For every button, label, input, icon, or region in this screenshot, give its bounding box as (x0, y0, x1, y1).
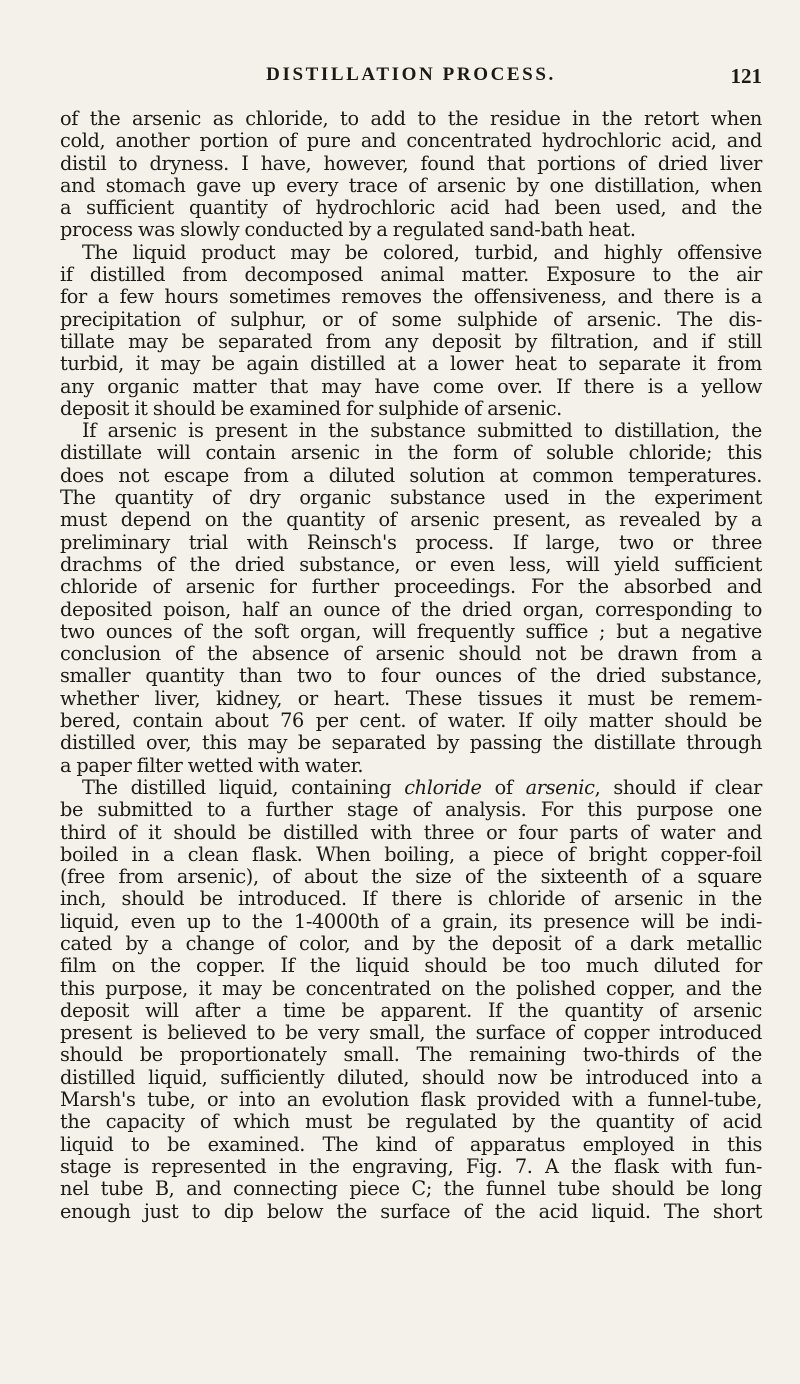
text-line: distillate will contain arsenic in the form of soluble chloride; this (60, 441, 762, 465)
body-text (60, 108, 762, 1223)
running-head (60, 64, 762, 94)
text-line: turbid, it may be again distilled at a lower heat to separate it from (60, 352, 762, 376)
text-line: deposited poison, half an ounce of the dried organ, corresponding to (60, 597, 762, 621)
paragraph-start-line: The liquid product may be colored, turbid, and highly offensive (82, 240, 762, 264)
paragraph-start-line: If arsenic is present in the substance submitted to distillation, the (82, 419, 762, 443)
text-line: if distilled from decomposed animal matter. Exposure to the air (60, 263, 762, 287)
text-line: liquid, even up to the 1-4000th of a grain, its presence will be indi- (60, 909, 762, 933)
text-line: chloride of arsenic for further proceedings. For the absorbed and (60, 575, 762, 599)
text-line: enough just to dip below the surface of the acid liquid. The short (60, 1199, 762, 1223)
text-line: stage is represented in the engraving, Fig. 7. A the flask with fun- (60, 1154, 762, 1178)
text-line: smaller quantity than two to four ounces of the dried substance, (60, 664, 762, 688)
text-run: of (481, 775, 526, 799)
text-line: whether liver, kidney, or heart. These tissues it must be remem- (60, 686, 762, 710)
text-line: of the arsenic as chloride, to add to the residue in the retort when (60, 107, 762, 130)
text-line: distil to dryness. I have, however, found that portions of dried liver (60, 151, 762, 175)
text-line: the capacity of which must be regulated by the quantity of acid (60, 1110, 762, 1134)
text-line: film on the copper. If the liquid should be too much diluted for (60, 954, 762, 978)
text-run: , should if clear (594, 775, 763, 799)
text-line: a paper filter wetted with water. (60, 753, 364, 777)
text-line: (free from arsenic), of about the size of the sixteenth of a square (60, 865, 762, 889)
text-line: tillate may be separated from any deposit by filtration, and if still (60, 329, 762, 353)
text-line: two ounces of the soft organ, will frequently suffice ; but a negative (60, 619, 762, 643)
text-line: for a few hours sometimes removes the offensiveness, and there is a (60, 285, 762, 309)
text-line: nel tube B, and connecting piece C; the funnel tube should be long (60, 1177, 762, 1201)
text-line: Marsh's tube, or into an evolution flask provided with a funnel-tube, (60, 1088, 762, 1112)
text-line: should be proportionately small. The remaining two-thirds of the (60, 1043, 762, 1067)
italic-term: arsenic (525, 775, 595, 799)
text-line: process was slowly conducted by a regulated sand-bath heat. (60, 218, 636, 242)
text-line: bered, contain about 76 per cent. of water. If oily matter should be (60, 709, 762, 733)
text-line: cold, another portion of pure and concentrated hydrochloric acid, and (60, 129, 762, 153)
text-line: cated by a change of color, and by the deposit of a dark metallic (60, 931, 762, 955)
text-line: inch, should be introduced. If there is chloride of arsenic in the (60, 887, 762, 911)
text-line: any organic matter that may have come over. If there is a yellow (60, 374, 762, 398)
running-title: DISTILLATION PROCESS. (266, 64, 556, 85)
text-line: a sufficient quantity of hydrochloric acid had been used, and the (60, 196, 762, 220)
text-line: liquid to be examined. The kind of apparatus employed in this (60, 1132, 762, 1156)
text-line: present is believed to be very small, the surface of copper introduced (60, 1021, 762, 1045)
text-line: precipitation of sulphur, or of some sulphide of arsenic. The dis- (60, 307, 762, 331)
text-line: deposit will after a time be apparent. If the quantity of arsenic (60, 998, 762, 1022)
italic-term: chloride (404, 775, 482, 799)
text-line: does not escape from a diluted solution at common temperatures. (60, 463, 762, 487)
text-line: must depend on the quantity of arsenic present, as revealed by a (60, 508, 762, 532)
text-line: third of it should be distilled with three or four parts of water and (60, 820, 762, 844)
paragraph-start-line (60, 777, 762, 799)
text-line: The quantity of dry organic substance used in the experiment (60, 486, 762, 510)
text-line: drachms of the dried substance, or even less, will yield sufficient (60, 552, 762, 576)
text-run: The distilled liquid, containing (82, 775, 405, 799)
text-line: distilled liquid, sufficiently diluted, should now be introduced into a (60, 1065, 762, 1089)
text-line: preliminary trial with Reinsch's process. If large, two or three (60, 530, 762, 554)
text-line: deposit it should be examined for sulphide of arsenic. (60, 396, 562, 420)
text-line: boiled in a clean flask. When boiling, a piece of bright copper-foil (60, 842, 762, 866)
text-line: be submitted to a further stage of analysis. For this purpose one (60, 798, 762, 822)
text-line: conclusion of the absence of arsenic should not be drawn from a (60, 642, 762, 666)
text-line: this purpose, it may be concentrated on the polished copper, and the (60, 976, 762, 1000)
page-number: 121 (730, 64, 762, 88)
text-line: distilled over, this may be separated by passing the distillate through (60, 731, 762, 755)
text-line: and stomach gave up every trace of arsenic by one distillation, when (60, 173, 762, 197)
